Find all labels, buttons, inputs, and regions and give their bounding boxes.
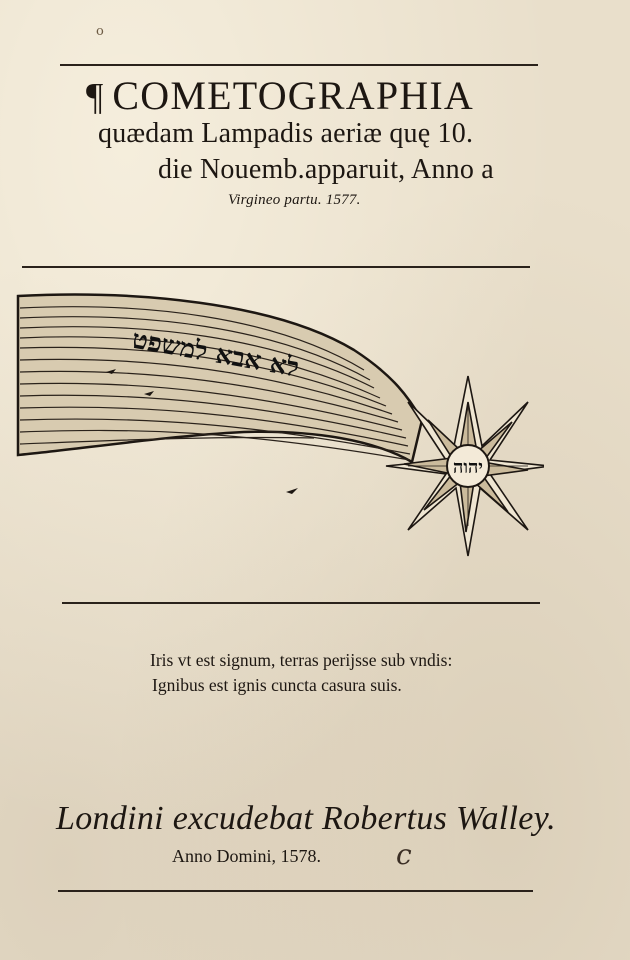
woodcut-bottom-rule [62,602,540,604]
bottom-rule [58,890,533,892]
tail-inscription: לא אבא למשפט [129,324,302,384]
star-inscription: יהוה [452,457,484,478]
title-line-3: die Nouemb.apparuit, Anno a [158,154,494,185]
title-line-2: quædam Lampadis aeriæ quę 10. [98,118,474,149]
title-main-text: COMETOGRAPHIA [112,73,474,118]
manuscript-mark: c [396,838,412,871]
comet-star [386,376,544,556]
imprint-printer: Londini excudebat Robertus Walley. [56,800,556,837]
woodcut-top-rule [22,266,530,268]
top-rule [60,64,538,66]
motto-line-2: Ignibus est ignis cuncta casura suis. [152,675,402,695]
title-main [86,72,556,119]
comet-woodcut [14,290,544,560]
imprint-year: Anno Domini, 1578. [172,846,322,866]
pilcrow-mark: ¶ [86,76,105,118]
margin-mark: o [96,24,104,39]
title-line-4: Virgineo partu. 1577. [228,192,361,208]
motto-line-1: Iris vt est signum, terras perijsse sub vndis: [150,650,453,670]
